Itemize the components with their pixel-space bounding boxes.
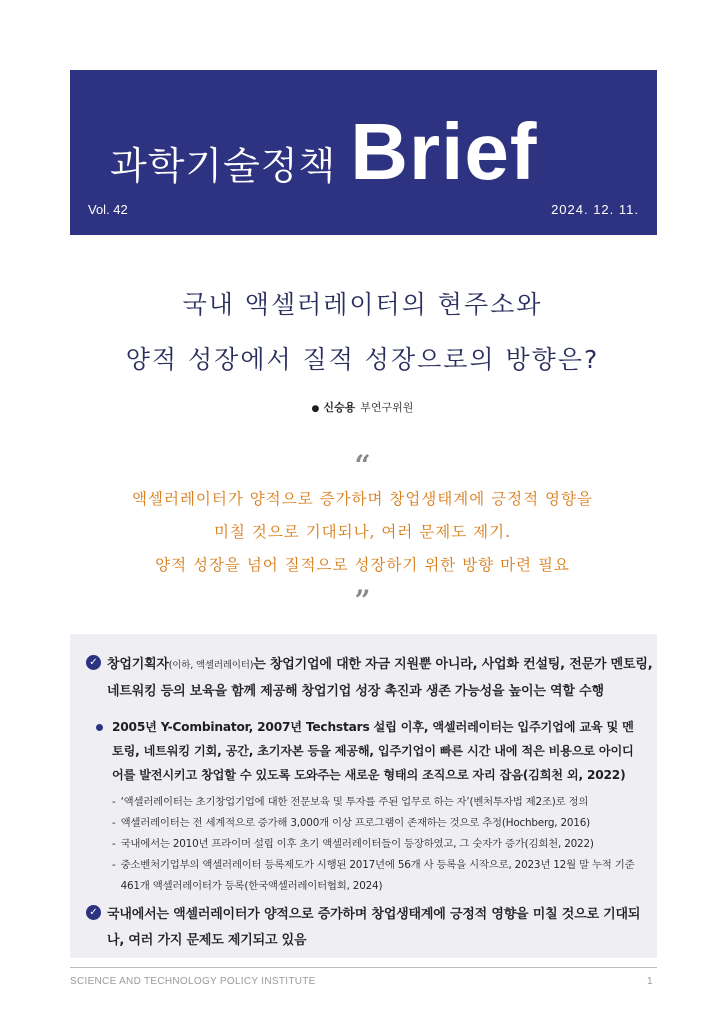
quote-open-icon: “ [354,449,371,482]
detail-item: - 중소벤처기업부의 액셀러레이터 등록제도가 시행된 2017년에 56개 사 등록을 시작으로, 2023년 12월 말 누적 기준 461개 액셀러레이터가 등록(한국액셀러레이터협회, 2024) [112,859,635,892]
author-line [0,399,725,415]
summary-line3: 양적 성장을 넘어 질적으로 성장하기 위한 방향 마련 필요 [155,556,570,574]
key-point-text: 국내에서는 액셀러레이터가 양적으로 증가하며 창업생태계에 긍정적 영향을 미칠 것으로 기대되나, 여러 가지 문제도 제기되고 있음 [107,907,641,948]
summary-line1: 액셀러레이터가 양적으로 증가하며 창업생태계에 긍정적 영향을 [132,490,593,508]
detail-item: - ‘액셀러레이터는 초기창업기업에 대한 전문보육 및 투자를 주된 업무로 하는 자’(벤처투자법 제2조)로 정의 [112,796,589,808]
issue-date: 2024. 12. 11. [551,202,639,217]
article-title-line1: 국내 액셀러레이터의 현주소와 [182,290,543,319]
summary-line2: 미칠 것으로 기대되나, 여러 문제도 제기. [213,523,512,541]
detail-item: - 국내에서는 2010년 프라이머 설립 이후 초기 액셀러레이터들이 등장하였고, 그 숫자가 증가(김희천, 2022) [112,838,594,850]
title-english: Brief [350,107,538,196]
dot-icon [96,724,103,731]
footer-divider [70,967,657,968]
key-point-note: (이하, 액셀러레이터) [168,660,254,671]
author-name: 신승용 [323,401,356,414]
key-point-text: 는 창업기업에 대한 자금 지원뿐 아니라, 사업화 컨설팅, 전문가 멘토링, 네트워킹 등의 보육을 함께 제공해 창업기업 성장 촉진과 생존 가능성을 높이는 역할 수행 [107,657,653,699]
author-role: 부연구위원 [360,401,414,414]
key-point [86,652,655,705]
check-circle-icon: ✓ [86,905,101,920]
key-points-box [70,634,657,958]
author-bullet-icon: ● [311,404,320,414]
key-point-text: 창업기획자 [107,657,169,672]
volume-label: Vol. 42 [88,202,128,217]
header-banner [70,70,657,235]
quote-close-icon: ” [354,584,371,617]
key-point [86,902,655,954]
detail-item: - 액셀러레이터는 전 세계적으로 증가해 3,000개 이상 프로그램이 존재하는 것으로 추정(Hochberg, 2016) [112,817,590,829]
title-korean: 과학기술정책 [110,144,337,188]
publication-title [110,106,538,226]
page-number: 1 [647,976,653,987]
detail-list [112,792,642,897]
footer-institute: SCIENCE AND TECHNOLOGY POLICY INSTITUTE [70,976,316,987]
sub-point-text: 2005년 Y-Combinator, 2007년 Techstars 설립 이후, 액셀러레이터는 입주기업에 교육 및 멘토링, 네트워킹 기회, 공간, 초기자본 등을 제공해, 입주기업이 빠른 시간 내에 적은 비용으로 아이디어를 발전시키고 창업할 수 있도록 도와주는 새로운 형태의 조직으로 자리 잡음(김희천 외, 2022) [112,720,634,782]
check-circle-icon: ✓ [86,655,101,670]
sub-point [96,715,642,787]
article-title-line2: 양적 성장에서 질적 성장으로의 방향은? [125,345,600,374]
